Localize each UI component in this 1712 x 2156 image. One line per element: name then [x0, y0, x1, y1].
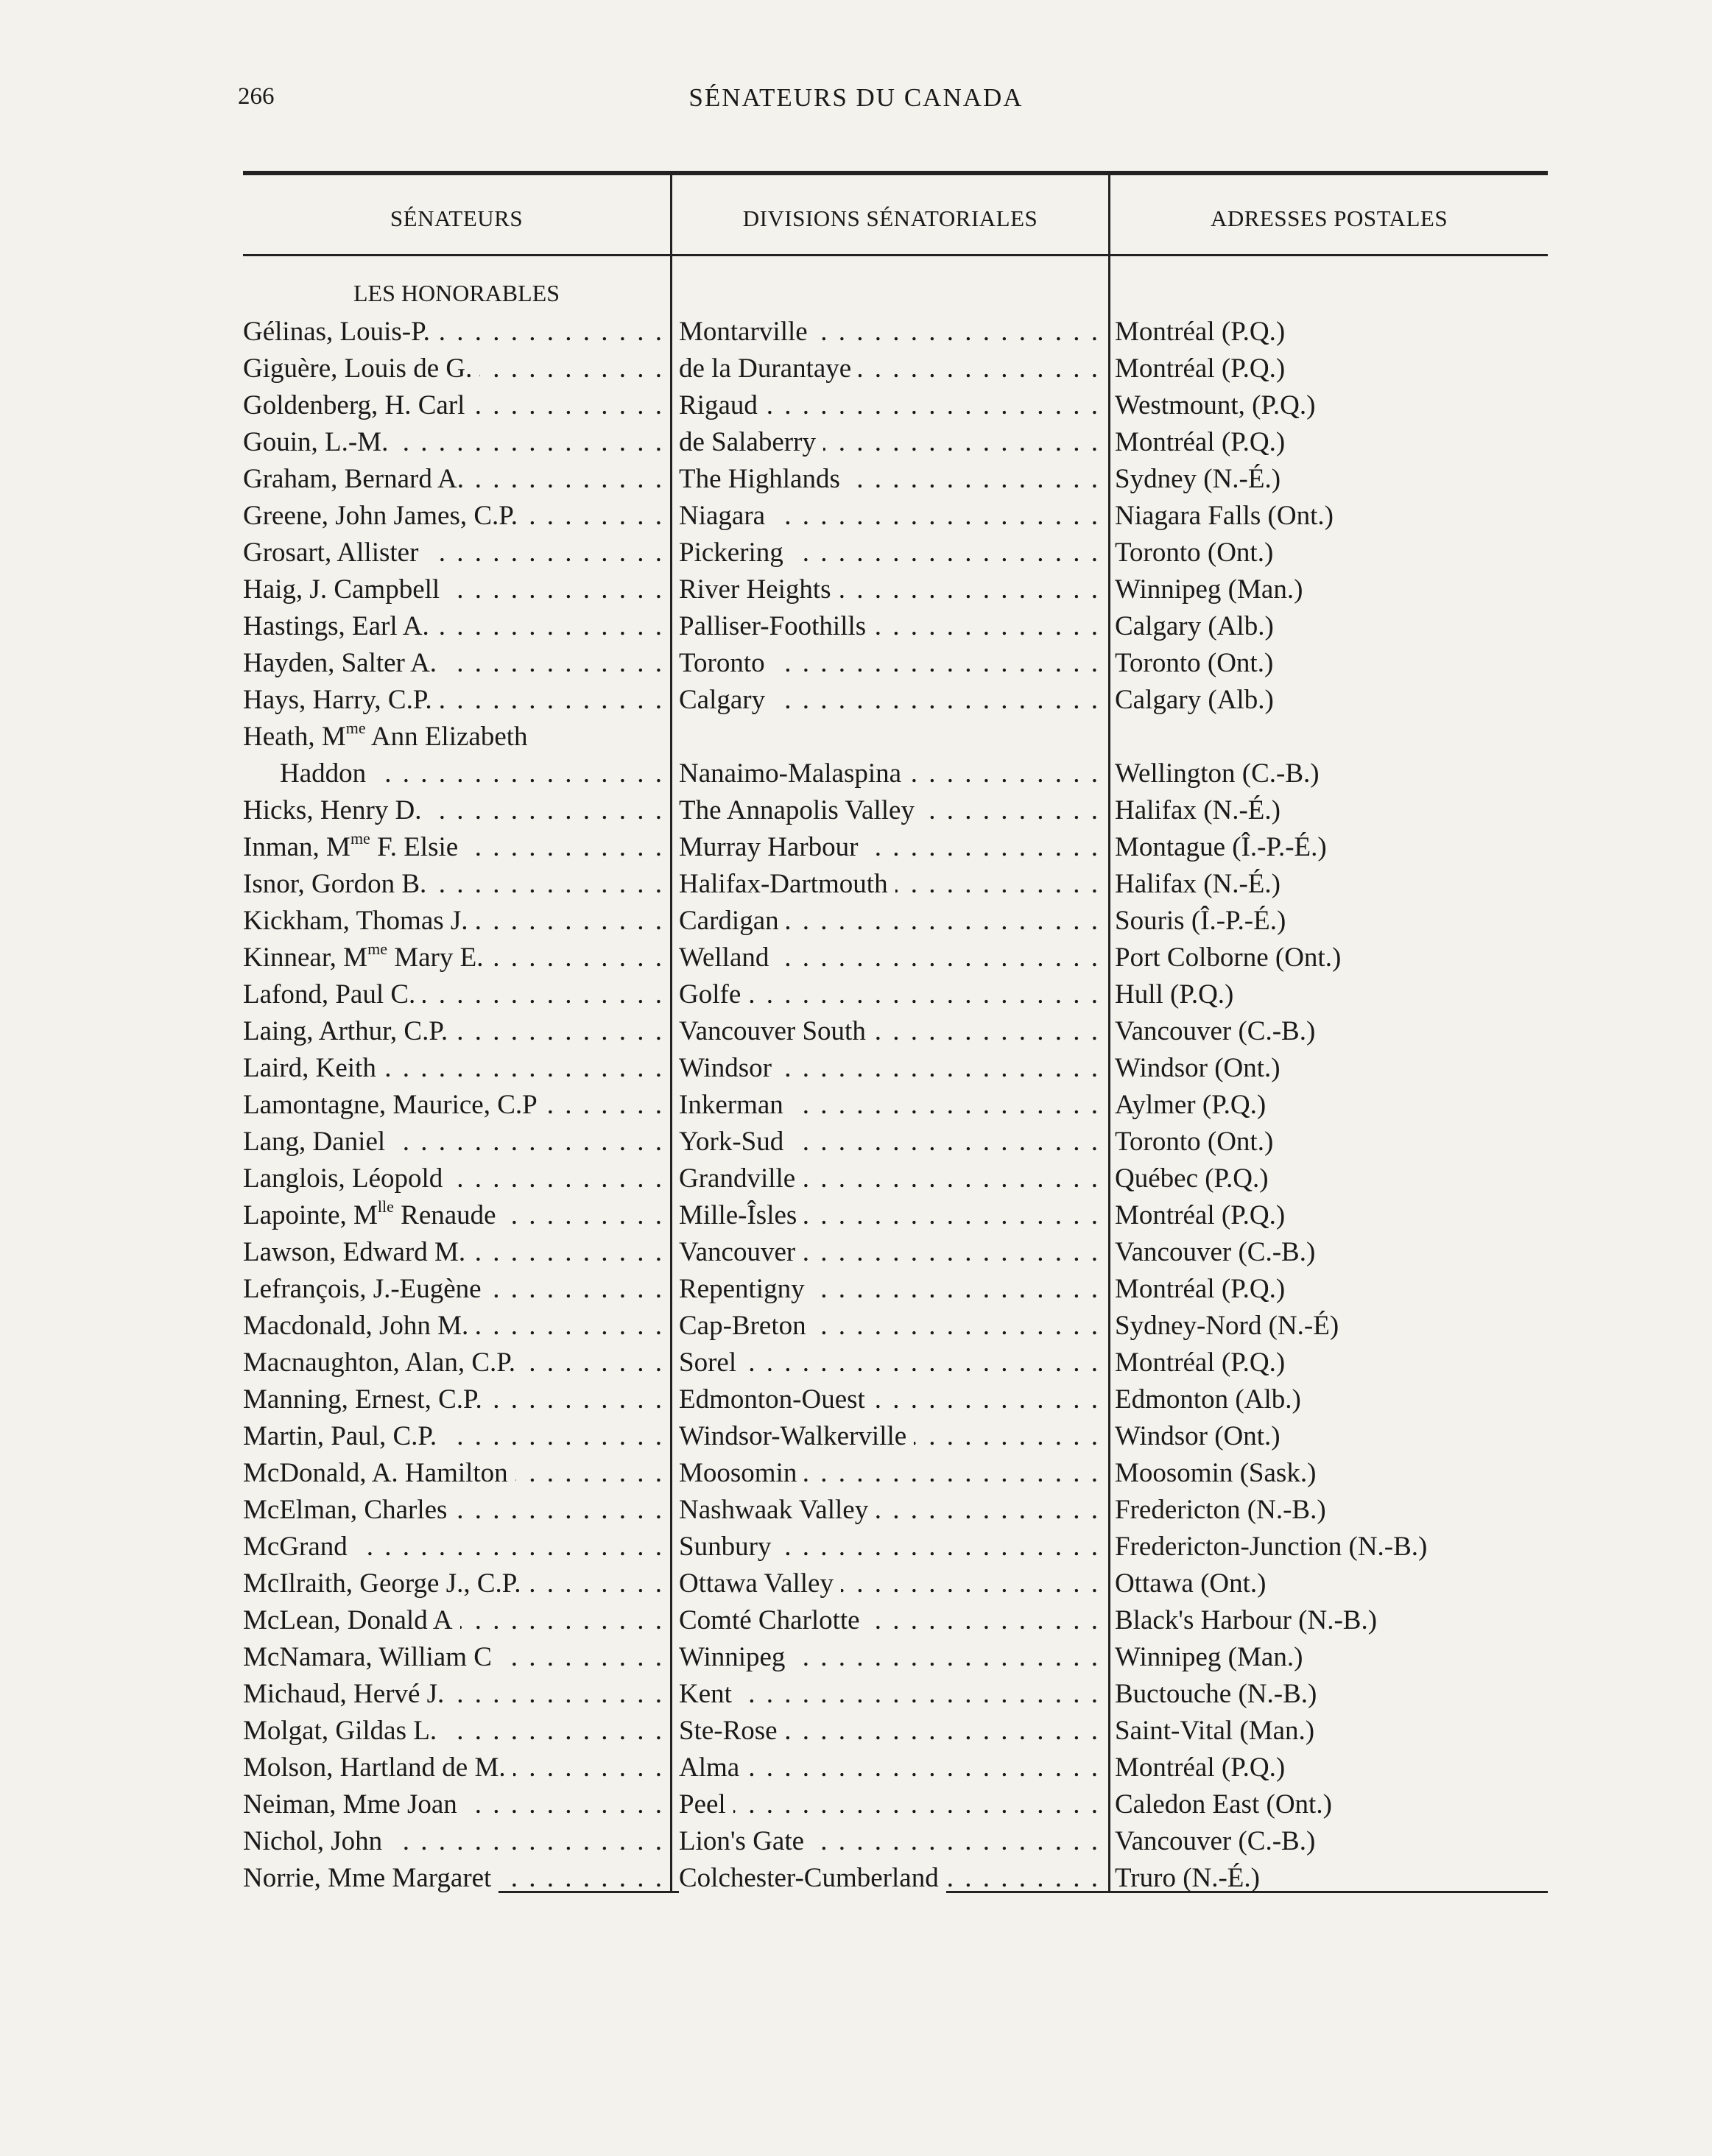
table-row [0, 903, 1712, 940]
table-row [0, 1197, 1712, 1234]
senatorial-division: de Salaberry . . . [679, 424, 1100, 461]
column-header-senators: SÉNATEURS [390, 205, 524, 231]
postal-address: Calgary (Alb.) [1115, 685, 1274, 715]
table-row [0, 1565, 1712, 1602]
senatorial-division: Toronto . . . [679, 645, 1100, 682]
table-row [0, 1087, 1712, 1124]
senatorial-division: The Annapolis Valley . . . [679, 792, 1100, 829]
postal-address: Buctouche (N.-B.) [1115, 1679, 1317, 1709]
senator-name: Lang, Daniel . . . [243, 1124, 664, 1160]
senatorial-division: Golfe . . . [679, 976, 1100, 1013]
table-row [0, 1271, 1712, 1308]
senatorial-division: The Highlands . . . [679, 461, 1100, 498]
senator-name: Norrie, Mme Margaret . . . [243, 1860, 664, 1897]
postal-address: Toronto (Ont.) [1115, 648, 1274, 678]
senatorial-division: Sorel . . . [679, 1345, 1100, 1381]
postal-address: Black's Harbour (N.-B.) [1115, 1605, 1378, 1635]
table-top-rule [243, 171, 1548, 175]
senator-name: Giguère, Louis de G. . . . [243, 350, 664, 387]
senator-name: McIlraith, George J., C.P. . . . [243, 1565, 664, 1602]
table-row [0, 1345, 1712, 1381]
senatorial-division: Edmonton-Ouest . . . [679, 1381, 1100, 1418]
senatorial-division: Niagara . . . [679, 498, 1100, 535]
postal-address: Calgary (Alb.) [1115, 611, 1274, 641]
table-row [0, 1013, 1712, 1050]
senator-name: Kickham, Thomas J. . . . [243, 903, 664, 940]
senator-name: Manning, Ernest, C.P. . . . [243, 1381, 664, 1418]
running-title: SÉNATEURS DU CANADA [688, 83, 1024, 112]
table-row [0, 682, 1712, 719]
senator-name: Heath, $M^{me}$ Ann Elizabeth [243, 719, 664, 755]
table-row [0, 461, 1712, 498]
senatorial-division: Windsor-Walkerville . . . [679, 1418, 1100, 1455]
table-row [0, 1786, 1712, 1823]
postal-address: Halifax (N.-É.) [1115, 795, 1281, 825]
page-number: 266 [238, 83, 275, 110]
senator-name: Lawson, Edward M. . . . [243, 1234, 664, 1271]
postal-address: Ottawa (Ont.) [1115, 1568, 1267, 1599]
senatorial-division: Welland . . . [679, 940, 1100, 976]
senatorial-division: Rigaud . . . [679, 387, 1100, 424]
senator-name: McNamara, William C . . . [243, 1639, 664, 1676]
senatorial-division: Inkerman . . . [679, 1087, 1100, 1124]
senator-name: McGrand . . . [243, 1529, 664, 1565]
postal-address: Westmount, (P.Q.) [1115, 390, 1316, 420]
table-row [0, 1234, 1712, 1271]
senator-name: Goldenberg, H. Carl . . . [243, 387, 664, 424]
senatorial-division: Moosomin . . . [679, 1455, 1100, 1492]
postal-address: Aylmer (P.Q.) [1115, 1090, 1267, 1120]
senator-name: Lapointe, $M^{lle}$ Renaude . . . [243, 1197, 664, 1234]
senatorial-division: York-Sud . . . [679, 1124, 1100, 1160]
senatorial-division: Ste-Rose . . . [679, 1713, 1100, 1750]
postal-address: Toronto (Ont.) [1115, 538, 1274, 568]
table-row [0, 940, 1712, 976]
table-row [0, 1308, 1712, 1345]
postal-address: Québec (P.Q.) [1115, 1163, 1269, 1194]
senator-name: Langlois, Léopold . . . [243, 1160, 664, 1197]
senatorial-division: de la Durantaye . . . [679, 350, 1100, 387]
table-row [0, 387, 1712, 424]
table-row [0, 866, 1712, 903]
senatorial-division: Peel . . . [679, 1786, 1100, 1823]
postal-address: Winnipeg (Man.) [1115, 1642, 1303, 1672]
senatorial-division: Nashwaak Valley . . . [679, 1492, 1100, 1529]
senator-name: Lafond, Paul C. . . . [243, 976, 664, 1013]
table-subheading: LES HONORABLES [353, 280, 560, 306]
senatorial-division: Mille-Îsles . . . [679, 1197, 1100, 1234]
postal-address: Saint-Vital (Man.) [1115, 1716, 1315, 1746]
senator-name: McDonald, A. Hamilton . . . [243, 1455, 664, 1492]
senatorial-division: Calgary . . . [679, 682, 1100, 719]
postal-address: Montréal (P.Q.) [1115, 1274, 1286, 1304]
table-row [0, 1492, 1712, 1529]
postal-address: Montréal (P.Q.) [1115, 1348, 1286, 1378]
postal-address: Montréal (P.Q.) [1115, 1200, 1286, 1230]
table-row [0, 1381, 1712, 1418]
senatorial-division: Lion's Gate . . . [679, 1823, 1100, 1860]
postal-address: Moosomin (Sask.) [1115, 1458, 1317, 1488]
senator-name: McElman, Charles . . . [243, 1492, 664, 1529]
senator-name: Neiman, Mme Joan . . . [243, 1786, 664, 1823]
column-header-addresses: ADRESSES POSTALES [1210, 205, 1448, 231]
senatorial-division: Repentigny . . . [679, 1271, 1100, 1308]
table-row [0, 792, 1712, 829]
table-header-rule [243, 254, 1548, 256]
senator-name: Kinnear, $M^{me}$ Mary E. . . . [243, 940, 664, 976]
postal-address: Fredericton-Junction (N.-B.) [1115, 1532, 1428, 1562]
postal-address: Montréal (P.Q.) [1115, 353, 1286, 384]
senatorial-division: Nanaimo-Malaspina . . . [679, 755, 1100, 792]
table-row [0, 1860, 1712, 1897]
column-header-divisions: DIVISIONS SÉNATORIALES [742, 205, 1038, 231]
senator-name: McLean, Donald A . . . [243, 1602, 664, 1639]
senatorial-division: Ottawa Valley . . . [679, 1565, 1100, 1602]
senatorial-division: Vancouver South . . . [679, 1013, 1100, 1050]
postal-address: Halifax (N.-É.) [1115, 869, 1281, 899]
postal-address: Montréal (P.Q.) [1115, 1752, 1286, 1783]
senator-name: Greene, John James, C.P. . . . [243, 498, 664, 535]
postal-address: Edmonton (Alb.) [1115, 1384, 1301, 1415]
table-row [0, 1823, 1712, 1860]
senator-name: Haddon . . . [280, 755, 664, 792]
senator-name: Grosart, Allister . . . [243, 535, 664, 571]
postal-address: Hull (P.Q.) [1115, 979, 1234, 1010]
senator-name: Laird, Keith . . . [243, 1050, 664, 1087]
table-row [0, 1602, 1712, 1639]
postal-address: Sydney (N.-É.) [1115, 464, 1281, 494]
senatorial-division: River Heights . . . [679, 571, 1100, 608]
senator-name: Lamontagne, Maurice, C.P . . . [243, 1087, 664, 1124]
postal-address: Windsor (Ont.) [1115, 1421, 1281, 1451]
postal-address: Souris (Î.-P.-É.) [1115, 906, 1286, 936]
table-row [0, 719, 1712, 755]
table-row [0, 535, 1712, 571]
senator-name: Gouin, L.-M. . . . [243, 424, 664, 461]
postal-address: Fredericton (N.-B.) [1115, 1495, 1326, 1525]
postal-address: Sydney-Nord (N.-É) [1115, 1311, 1339, 1341]
table-row [0, 755, 1712, 792]
senator-name: Nichol, John . . . [243, 1823, 664, 1860]
senatorial-division: Murray Harbour . . . [679, 829, 1100, 866]
table-row [0, 608, 1712, 645]
senator-name: Molson, Hartland de M. . . . [243, 1750, 664, 1786]
senator-name: Macdonald, John M. . . . [243, 1308, 664, 1345]
senatorial-division: Kent . . . [679, 1676, 1100, 1713]
senatorial-division [679, 719, 1100, 755]
senatorial-division: Vancouver . . . [679, 1234, 1100, 1271]
table-row [0, 1455, 1712, 1492]
senator-name: Graham, Bernard A. . . . [243, 461, 664, 498]
postal-address: Port Colborne (Ont.) [1115, 943, 1342, 973]
postal-address: Niagara Falls (Ont.) [1115, 501, 1334, 531]
senator-name: Inman, $M^{me}$ F. Elsie . . . [243, 829, 664, 866]
postal-address: Montréal (P.Q.) [1115, 317, 1286, 347]
table-row [0, 1529, 1712, 1565]
table-row [0, 350, 1712, 387]
senatorial-division: Cardigan . . . [679, 903, 1100, 940]
senatorial-division: Sunbury . . . [679, 1529, 1100, 1565]
senatorial-division: Alma . . . [679, 1750, 1100, 1786]
postal-address: Caledon East (Ont.) [1115, 1789, 1332, 1819]
table-row [0, 1418, 1712, 1455]
postal-address: Wellington (C.-B.) [1115, 758, 1320, 789]
senator-name: Molgat, Gildas L. . . . [243, 1713, 664, 1750]
postal-address: Vancouver (C.-B.) [1115, 1016, 1316, 1046]
table-row [0, 1160, 1712, 1197]
postal-address: Montague (Î.-P.-É.) [1115, 832, 1327, 862]
table-row [0, 1124, 1712, 1160]
senator-name: Hays, Harry, C.P. . . . [243, 682, 664, 719]
table-row [0, 424, 1712, 461]
postal-address: Vancouver (C.-B.) [1115, 1237, 1316, 1267]
senator-name: Isnor, Gordon B. . . . [243, 866, 664, 903]
table-row [0, 645, 1712, 682]
senator-name: Martin, Paul, C.P. . . . [243, 1418, 664, 1455]
senatorial-division: Halifax-Dartmouth . . . [679, 866, 1100, 903]
senator-name: Hicks, Henry D. . . . [243, 792, 664, 829]
senator-table-body [0, 314, 1712, 1897]
postal-address: Windsor (Ont.) [1115, 1053, 1281, 1083]
senator-name: Macnaughton, Alan, C.P. . . . [243, 1345, 664, 1381]
senatorial-division: Colchester-Cumberland . . . [679, 1860, 1100, 1897]
senatorial-division: Winnipeg . . . [679, 1639, 1100, 1676]
table-row [0, 1713, 1712, 1750]
senator-name: Hayden, Salter A. . . . [243, 645, 664, 682]
postal-address: Montréal (P.Q.) [1115, 427, 1286, 457]
table-row [0, 1676, 1712, 1713]
senatorial-division: Windsor . . . [679, 1050, 1100, 1087]
senatorial-division: Grandville . . . [679, 1160, 1100, 1197]
table-row [0, 976, 1712, 1013]
senatorial-division: Pickering . . . [679, 535, 1100, 571]
senator-name: Gélinas, Louis-P. . . . [243, 314, 664, 350]
senator-name: Michaud, Hervé J. . . . [243, 1676, 664, 1713]
senatorial-division: Comté Charlotte . . . [679, 1602, 1100, 1639]
table-row [0, 1050, 1712, 1087]
senatorial-division: Cap-Breton . . . [679, 1308, 1100, 1345]
table-row [0, 829, 1712, 866]
table-row [0, 1639, 1712, 1676]
postal-address: Vancouver (C.-B.) [1115, 1826, 1316, 1856]
senator-name: Laing, Arthur, C.P. . . . [243, 1013, 664, 1050]
postal-address: Winnipeg (Man.) [1115, 574, 1303, 605]
postal-address: Truro (N.-É.) [1115, 1863, 1260, 1893]
table-row [0, 571, 1712, 608]
senator-name: Hastings, Earl A. . . . [243, 608, 664, 645]
postal-address [1115, 719, 1557, 755]
table-row [0, 1750, 1712, 1786]
senatorial-division: Palliser-Foothills . . . [679, 608, 1100, 645]
senator-name: Haig, J. Campbell . . . [243, 571, 664, 608]
table-row [0, 498, 1712, 535]
table-row [0, 314, 1712, 350]
postal-address: Toronto (Ont.) [1115, 1127, 1274, 1157]
senator-name: Lefrançois, J.-Eugène . . . [243, 1271, 664, 1308]
senatorial-division: Montarville . . . [679, 314, 1100, 350]
